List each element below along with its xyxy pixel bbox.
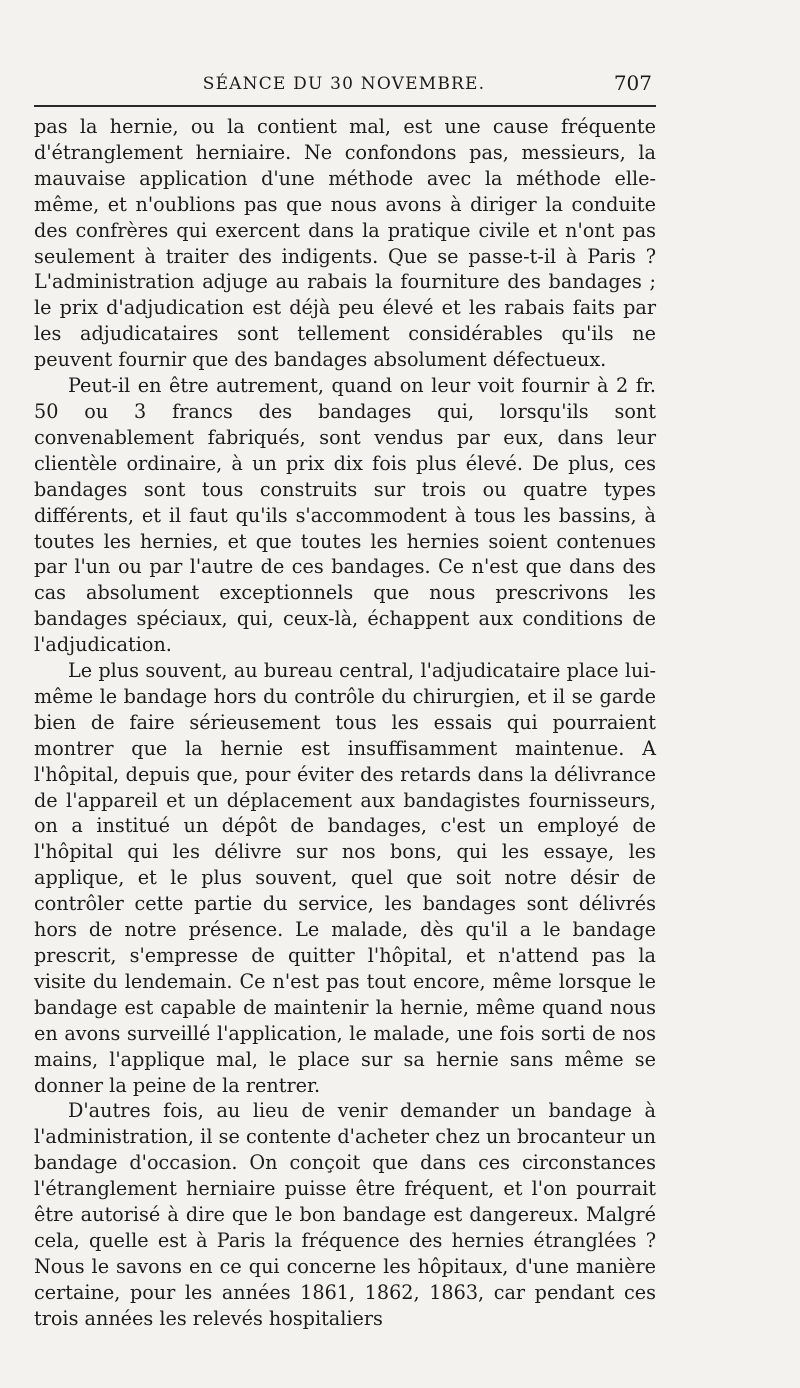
running-head — [34, 71, 654, 100]
paragraph-3: Le plus souvent, au bureau central, l'adjudicataire place lui-même le bandage hors du contrôle du chirurgien, et il se garde bien de faire sérieusement tous les essais qui pourraient montrer que la hernie est insuffisamment maintenue. A l'hôpital, depuis que, pour éviter des retards dans la délivrance de l'appareil et un déplacement aux bandagistes fournisseurs, on a institué un dépôt de bandages, c'est un employé de l'hôpital qui les délivre sur nos bons, qui les essaye, les applique, et le plus souvent, quel que soit notre désir de contrôler cette partie du service, les bandages sont délivrés hors de notre présence. Le malade, dès qu'il a le bandage prescrit, s'empresse de quitter l'hôpital, et n'attend pas la visite du lendemain. Ce n'est pas tout encore, même lorsque le bandage est capable de maintenir la hernie, même quand nous en avons surveillé l'application, le malade, une fois sorti de nos mains, l'applique mal, le place sur sa hernie sans même se donner la peine de la rentrer. — [34, 659, 656, 1097]
page-number: 707 — [613, 71, 652, 95]
running-title: SÉANCE DU 30 NOVEMBRE. — [202, 74, 486, 94]
body-text — [34, 114, 656, 1332]
paragraph-1: pas la hernie, ou la contient mal, est une cause fréquente d'étranglement herniaire. Ne confondons pas, messieurs, la mauvaise application d'une méthode avec la méthode elle-même, et n'oublions pas que nous avons à diriger la conduite des confrères qui exercent dans la pratique civile et n'ont pas seulement à traiter des indigents. Que se passe-t-il à Paris ? L'administration adjuge au rabais la fourniture des bandages ; le prix d'adjudication est déjà peu élevé et les rabais faits par les adjudicataires sont tellement considérables qu'ils ne peuvent fournir que des bandages absolument défectueux. — [34, 115, 656, 372]
paragraph-2: Peut-il en être autrement, quand on leur voit fournir à 2 fr. 50 ou 3 francs des bandages qui, lorsqu'ils sont convenablement fabriqués, sont vendus par eux, dans leur clientèle ordinaire, à un prix dix fois plus élevé. De plus, ces bandages sont tous construits sur trois ou quatre types différents, et il faut qu'ils s'accommodent à tous les bassins, à toutes les hernies, et que toutes les hernies soient contenues par l'un ou par l'autre de ces bandages. Ce n'est que dans des cas absolument exceptionnels que nous prescrivons les bandages spéciaux, qui, ceux-là, échappent aux conditions de l'adjudication. — [34, 374, 656, 657]
header-rule — [34, 105, 656, 107]
paragraph-4: D'autres fois, au lieu de venir demander un bandage à l'administration, il se contente d'acheter chez un brocanteur un bandage d'occasion. On conçoit que dans ces circonstances l'étranglement herniaire puisse être fréquent, et l'on pourrait être autorisé à dire que le bon bandage est dangereux. Malgré cela, quelle est à Paris la fréquence des hernies étranglées ? Nous le savons en ce qui concerne les hôpitaux, d'une manière certaine, pour les années 1861, 1862, 1863, car pendant ces trois années les relevés hospitaliers — [34, 1099, 656, 1330]
